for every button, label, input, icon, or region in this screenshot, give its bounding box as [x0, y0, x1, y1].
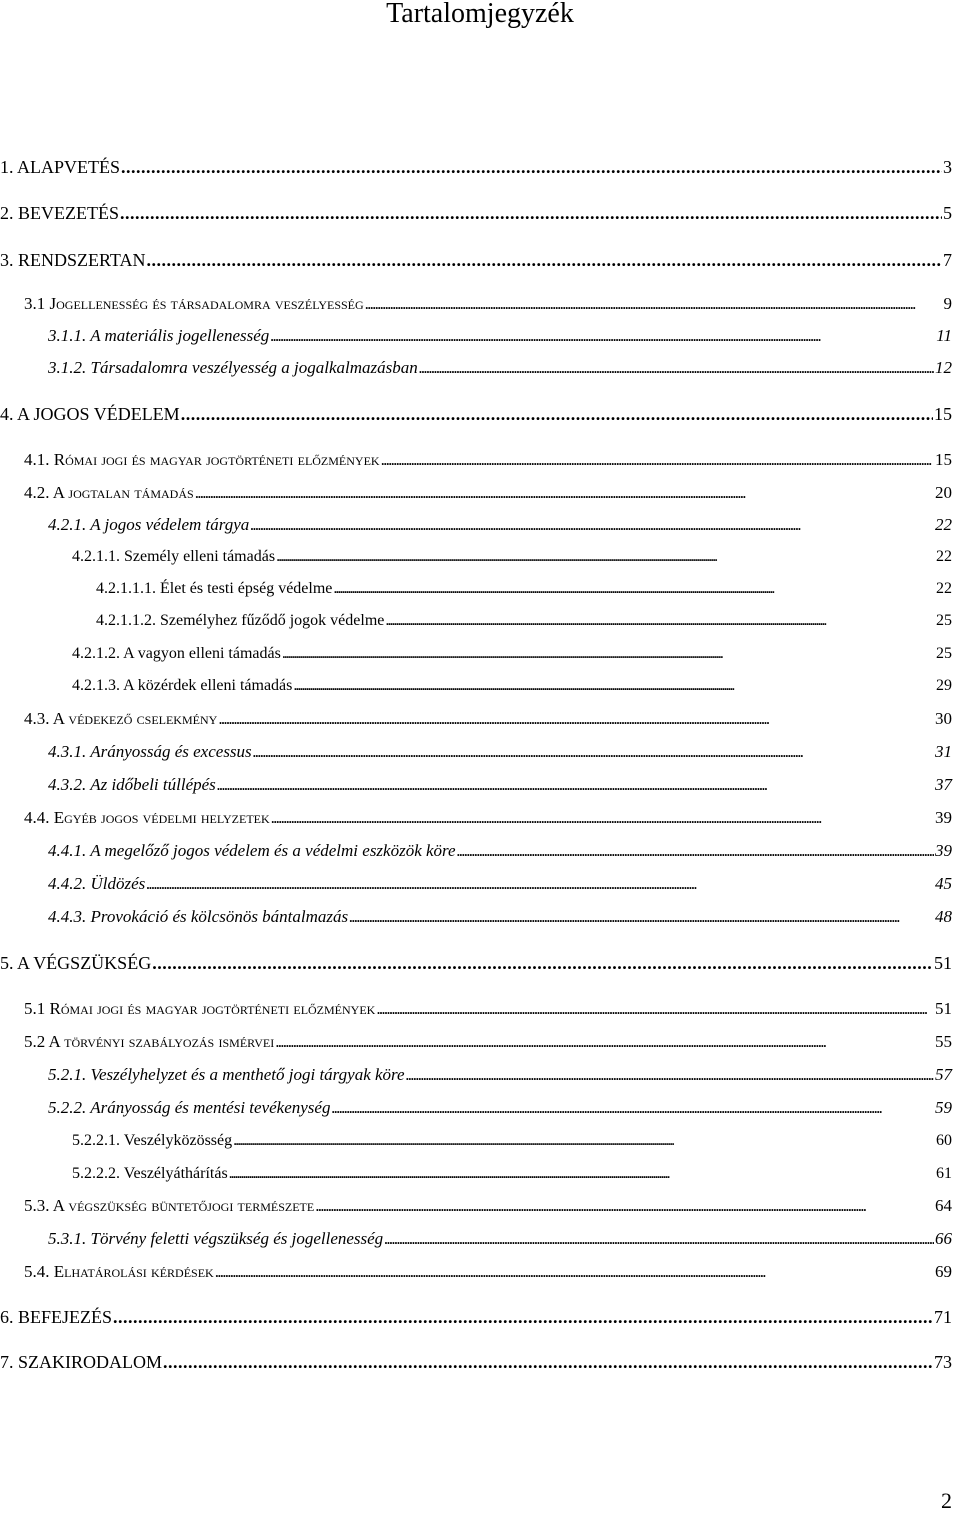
toc-entry-page: 39: [935, 841, 952, 860]
toc-leader-dots: [271, 807, 934, 829]
toc-entry-page: 9: [943, 294, 952, 313]
toc-entry-page: 30: [935, 709, 952, 728]
toc-leader-dots: [419, 357, 934, 379]
toc-entry-label: 5.3. A végszükség büntetőjogi természete: [24, 1196, 315, 1215]
toc-leader-dots: [215, 1261, 934, 1283]
toc-entry-label: 4.3.2. Az időbeli túllépés: [48, 775, 216, 794]
toc-entry[interactable]: [24, 807, 952, 829]
toc-entry[interactable]: [24, 482, 952, 504]
toc-entry[interactable]: [72, 1163, 952, 1185]
toc-entry-label: 4.2.1.1.1. Élet és testi épség védelme: [96, 580, 333, 597]
toc-leader-dots: [406, 1064, 934, 1086]
toc-entry[interactable]: [0, 403, 952, 425]
toc-leader-dots: [146, 873, 934, 895]
toc-entry[interactable]: [0, 1351, 952, 1373]
toc-entry-label: 4.4.2. Üldözés: [48, 874, 146, 893]
toc-entry-label: 4.2.1.2. A vagyon elleni támadás: [72, 645, 281, 662]
toc-leader-dots: [181, 403, 933, 425]
toc-leader-dots: [233, 1130, 935, 1152]
toc-entry-label: 4.4. Egyéb jogos védelmi helyzetek: [24, 808, 270, 827]
toc-entry[interactable]: [48, 1097, 952, 1119]
toc-leader-dots: [146, 249, 942, 271]
toc-entry-page: 69: [935, 1262, 952, 1281]
toc-leader-dots: [229, 1163, 935, 1185]
toc-entry-page: 22: [935, 515, 952, 534]
toc-entry[interactable]: [48, 741, 952, 763]
toc-entry[interactable]: [0, 1306, 952, 1328]
toc-entry[interactable]: [0, 952, 952, 974]
toc-leader-dots: [152, 952, 933, 974]
toc-entry-page: 22: [936, 580, 952, 597]
toc-entry[interactable]: [24, 708, 952, 730]
toc-entry-page: 15: [935, 450, 952, 469]
toc-leader-dots: [121, 156, 942, 178]
toc-entry-label: 4.2.1.1.2. Személyhez fűződő jogok védelme: [96, 612, 385, 629]
page-title: Tartalomjegyzék: [386, 0, 574, 29]
toc-entry-label: 4.3. A védekező cselekmény: [24, 709, 218, 728]
toc-entry-label: 7. SZAKIRODALOM: [0, 1352, 162, 1372]
toc-entry-label: 4.4.3. Provokáció és kölcsönös bántalmazás: [48, 907, 349, 926]
toc-entry[interactable]: [0, 156, 952, 178]
toc-leader-dots: [349, 906, 934, 928]
toc-entry-page: 3: [943, 157, 952, 177]
toc-entry-label: 4.4.1. A megelőző jogos védelem és a védelmi eszközök köre: [48, 841, 456, 860]
toc-entry-label: 3.1.2. Társadalomra veszélyesség a jogalkalmazásban: [48, 358, 418, 377]
toc-entry-page: 12: [935, 358, 952, 377]
toc-entry[interactable]: [72, 546, 952, 568]
toc-entry[interactable]: [72, 1130, 952, 1152]
toc-entry-label: 3. RENDSZERTAN: [0, 250, 146, 270]
toc-entry-label: 6. BEFEJEZÉS: [0, 1307, 113, 1327]
toc-entry-page: 31: [935, 742, 952, 761]
toc-leader-dots: [276, 546, 935, 568]
toc-entry[interactable]: [72, 643, 952, 665]
toc-entry-label: 5.2 A törvényi szabályozás ismérvei: [24, 1032, 275, 1051]
toc-entry-label: 4.2.1.3. A közérdek elleni támadás: [72, 677, 293, 694]
toc-entry-page: 57: [935, 1065, 952, 1084]
toc-entry[interactable]: [96, 578, 952, 600]
toc-leader-dots: [365, 293, 943, 315]
toc-entry[interactable]: [0, 249, 952, 271]
toc-entry-page: 55: [935, 1032, 952, 1051]
toc-entry-page: 60: [936, 1132, 952, 1149]
toc-entry[interactable]: [72, 675, 952, 697]
toc-entry-label: 5.3.1. Törvény feletti végszükség és jogellenesség: [48, 1229, 384, 1248]
toc-entry-page: 5: [943, 203, 952, 223]
toc-entry-label: 5. A VÉGSZÜKSÉG: [0, 953, 152, 973]
toc-entry-page: 39: [935, 808, 952, 827]
toc-entry[interactable]: [48, 840, 952, 862]
toc-entry-page: 11: [936, 326, 952, 345]
toc-leader-dots: [250, 514, 934, 536]
toc-leader-dots: [331, 1097, 934, 1119]
toc-entry-label: 4.3.1. Arányosság és excessus: [48, 742, 252, 761]
toc-leader-dots: [113, 1306, 933, 1328]
toc-entry[interactable]: [96, 610, 952, 632]
toc-entry[interactable]: [24, 998, 952, 1020]
toc-entry-page: 25: [936, 645, 952, 662]
toc-leader-dots: [376, 998, 934, 1020]
toc-entry-label: 5.2.2.2. Veszélyáthárítás: [72, 1165, 228, 1182]
toc-entry[interactable]: [24, 449, 952, 471]
toc-leader-dots: [385, 610, 935, 632]
toc-leader-dots: [195, 482, 934, 504]
toc-entry[interactable]: [48, 1228, 952, 1250]
toc-entry-label: 5.2.1. Veszélyhelyzet és a menthető jogi tárgyak köre: [48, 1065, 405, 1084]
toc-leader-dots: [457, 840, 934, 862]
toc-entry[interactable]: [48, 774, 952, 796]
toc-leader-dots: [293, 675, 935, 697]
toc-leader-dots: [120, 202, 942, 224]
toc-entry-page: 51: [935, 999, 952, 1018]
toc-entry[interactable]: [48, 357, 952, 379]
toc-leader-dots: [217, 774, 934, 796]
toc-entry-label: 5.1 Római jogi és magyar jogtörténeti előzmények: [24, 999, 376, 1018]
toc-entry-label: 5.2.2. Arányosság és mentési tevékenység: [48, 1098, 331, 1117]
toc-leader-dots: [275, 1031, 934, 1053]
toc-entry[interactable]: [0, 202, 952, 224]
page-number: 2: [941, 1488, 952, 1513]
toc-entry-label: 4. A JOGOS VÉDELEM: [0, 404, 180, 424]
toc-entry-label: 3.1.1. A materiális jogellenesség: [48, 326, 270, 345]
toc-entry-page: 66: [935, 1229, 952, 1248]
toc-leader-dots: [253, 741, 934, 763]
toc-entry-page: 7: [943, 250, 952, 270]
toc-entry-label: 5.4. Elhatárolási kérdések: [24, 1262, 214, 1281]
toc-entry-label: 5.2.2.1. Veszélyközösség: [72, 1132, 233, 1149]
toc-entry[interactable]: [48, 873, 952, 895]
toc-leader-dots: [315, 1195, 934, 1217]
toc-entry-page: 51: [934, 953, 952, 973]
toc-leader-dots: [163, 1351, 933, 1373]
toc-entry-label: 4.1. Római jogi és magyar jogtörténeti előzmények: [24, 450, 380, 469]
toc-entry-page: 61: [936, 1165, 952, 1182]
toc-entry-page: 15: [934, 404, 952, 424]
toc-entry-page: 22: [936, 548, 952, 565]
toc-leader-dots: [381, 449, 934, 471]
toc-entry-page: 37: [935, 775, 952, 794]
toc-leader-dots: [270, 325, 935, 347]
toc-entry[interactable]: [24, 293, 952, 315]
toc-entry-page: 20: [935, 483, 952, 502]
toc-entry[interactable]: [24, 1195, 952, 1217]
toc-entry[interactable]: [24, 1031, 952, 1053]
toc-entry[interactable]: [48, 325, 952, 347]
toc-entry-page: 25: [936, 612, 952, 629]
toc-leader-dots: [384, 1228, 934, 1250]
toc-entry-label: 4.2. A jogtalan támadás: [24, 483, 194, 502]
toc-entry-page: 73: [934, 1352, 952, 1372]
toc-entry[interactable]: [48, 514, 952, 536]
toc-entry-label: 2. BEVEZETÉS: [0, 203, 119, 223]
toc-leader-dots: [218, 708, 934, 730]
toc-entry-page: 71: [934, 1307, 952, 1327]
toc-entry[interactable]: [48, 1064, 952, 1086]
toc-entry-page: 48: [935, 907, 952, 926]
toc-entry-label: 4.2.1.1. Személy elleni támadás: [72, 548, 276, 565]
toc-entry-label: 4.2.1. A jogos védelem tárgya: [48, 515, 250, 534]
toc-entry-page: 29: [936, 677, 952, 694]
toc-entry-label: 1. ALAPVETÉS: [0, 157, 121, 177]
toc-entry-page: 59: [935, 1098, 952, 1117]
toc-entry-page: 64: [935, 1196, 952, 1215]
toc-leader-dots: [282, 643, 935, 665]
toc-entry[interactable]: [48, 906, 952, 928]
toc-leader-dots: [333, 578, 935, 600]
toc-entry-page: 45: [935, 874, 952, 893]
toc-entry[interactable]: [24, 1261, 952, 1283]
toc-entry-label: 3.1 Jogellenesség és társadalomra veszélyesség: [24, 294, 364, 313]
